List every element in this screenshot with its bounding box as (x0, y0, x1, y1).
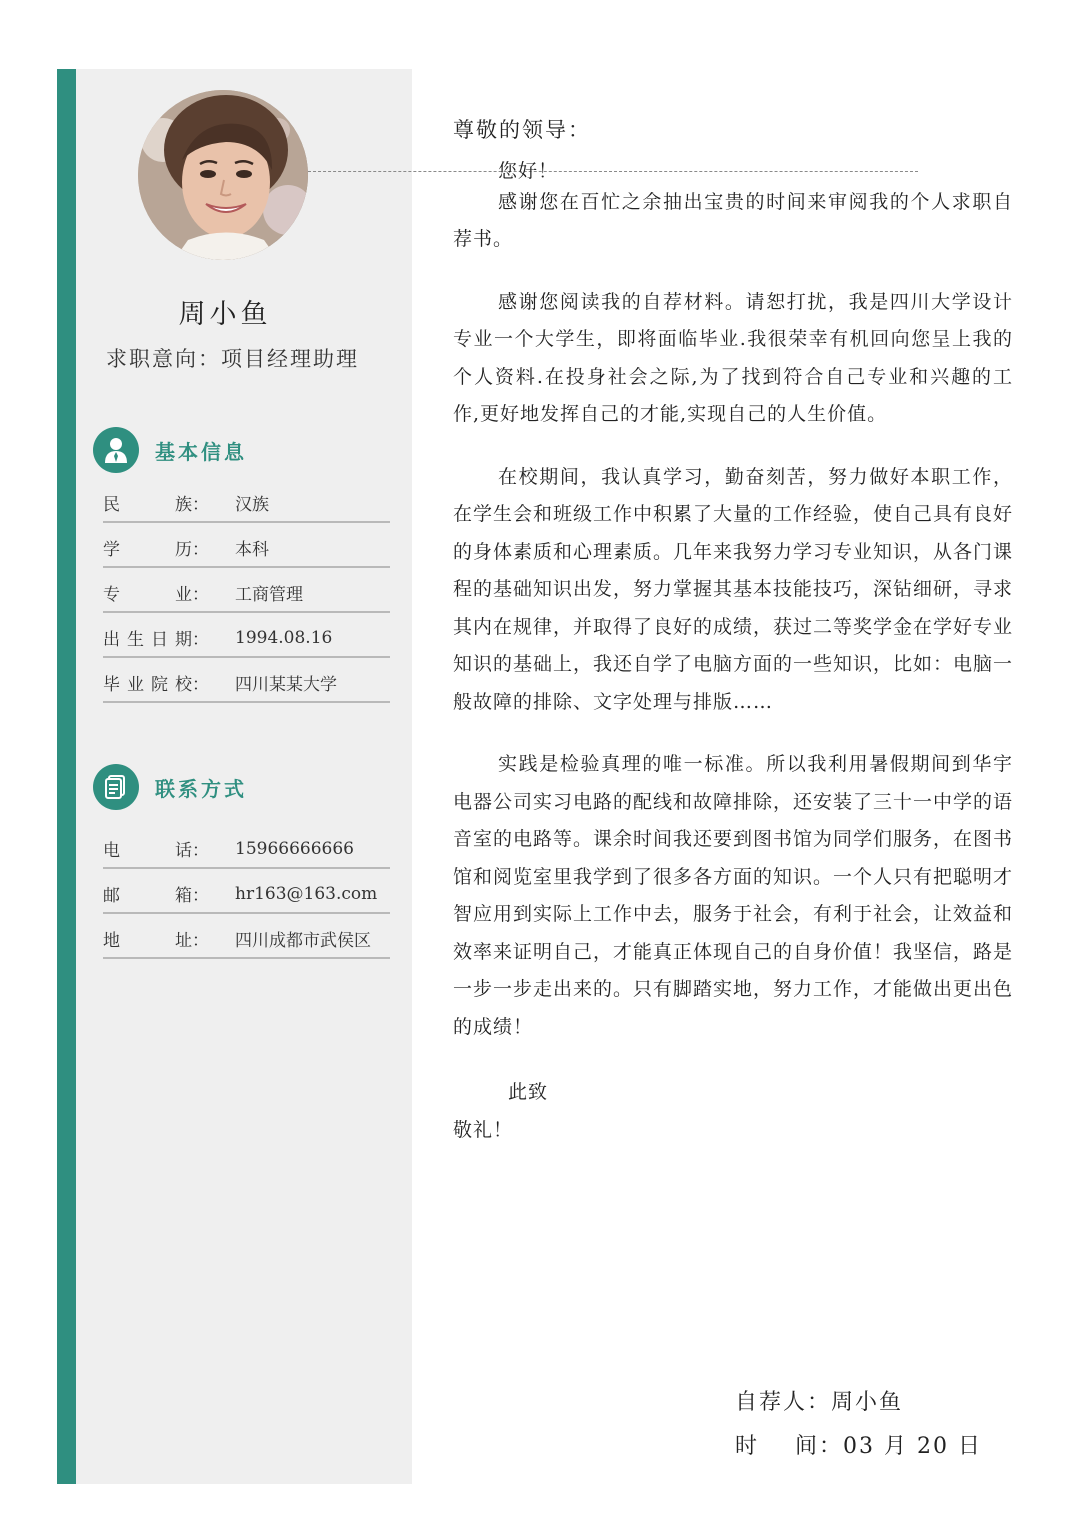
candidate-name: 周小鱼 (178, 299, 272, 330)
info-value: 15966666666 (235, 838, 354, 859)
basic-info-list (103, 480, 390, 703)
info-key: 学历 (103, 540, 192, 560)
info-key: 民族 (103, 495, 192, 515)
date-value: 03 月 20 日 (842, 1434, 982, 1459)
info-value: 汉族 (235, 495, 269, 515)
info-key: 毕业院校 (103, 675, 192, 695)
cover-letter (453, 112, 1013, 1149)
accent-bar (57, 69, 76, 1484)
letter-paragraph: 实践是检验真理的唯一标准。所以我利用暑假期间到华宇电器公司实习电路的配线和故障排除，还安装了三十一中学的语音室的电路等。课余时间我还要到图书馆为同学们服务，在图书馆和阅览室里我学到了很多各方面的知识。一个人只有把聪明才智应用到实际上工作中去，服务于社会，有利于社会，让效益和效率来证明自己，才能真正体现自己的自身价值！我坚信，路是一步一步走出来的。只有脚踏实地，努力工作，才能做出更出色的成绩！ (453, 753, 1014, 1038)
info-key: 专业 (103, 585, 192, 605)
letter-salute: 敬礼！ (453, 1118, 514, 1141)
document-icon (93, 764, 139, 810)
letter-paragraph: 感谢您阅读我的自荐材料。请恕打扰，我是四川大学设计专业一个大学生，即将面临毕业.我很荣幸有机回向您呈上我的个人资料.在投身社会之际,为了找到符合自己专业和兴趣的工作,更好地发挥自己的才能,实现自己的人生价值。 (453, 290, 1013, 425)
info-row-address: 地址： 四川成都市武侯区 (103, 916, 390, 959)
info-row-ethnicity: 民族： 汉族 (103, 480, 390, 523)
letter-paragraph: 感谢您在百忙之余抽出宝贵的时间来审阅我的个人求职自荐书。 (453, 190, 1013, 250)
info-key: 电话 (103, 841, 192, 861)
info-key: 地址 (103, 931, 192, 951)
info-value: 工商管理 (235, 585, 303, 605)
info-value: 四川成都市武侯区 (235, 931, 371, 951)
info-value: hr163@163.com (235, 883, 378, 904)
info-value: 四川某某大学 (235, 675, 337, 695)
date-label: 时 间： (735, 1434, 843, 1459)
person-icon (93, 427, 139, 473)
letter-closing: 此致 (508, 1081, 549, 1103)
job-intent: 求职意向：项目经理助理 (106, 347, 359, 371)
info-row-education: 学历： 本科 (103, 525, 390, 568)
letter-hello: 您好！ (498, 159, 559, 182)
letter-paragraph: 在校期间，我认真学习，勤奋刻苦，努力做好本职工作，在学生会和班级工作中积累了大量的工作经验，使自己具有良好的身体素质和心理素质。几年来我努力学习专业知识，从各门课程的基础知识出发，努力掌握其基本技能技巧，深钻细研，寻求其内在规律，并取得了良好的成绩，获过二等奖学金在学好专业知识的基础上，我还自学了电脑方面的一些知识，比如：电脑一般故障的排除、文字处理与排版…… (453, 465, 1014, 713)
contact-title: 联系方式 (155, 776, 247, 801)
info-value: 本科 (235, 540, 269, 560)
signature-block (735, 1381, 982, 1469)
basic-info-title: 基本信息 (155, 439, 247, 464)
basic-info-heading (93, 427, 247, 473)
info-row-email: 邮箱： hr163@163.com (103, 871, 390, 914)
info-value: 1994.08.16 (235, 627, 333, 648)
letter-greeting: 尊敬的领导： (453, 118, 591, 142)
info-row-school: 毕业院校： 四川某某大学 (103, 660, 390, 703)
info-row-phone: 电话： 15966666666 (103, 826, 390, 869)
signature-date (735, 1425, 982, 1469)
contact-heading (93, 764, 247, 810)
contact-list (103, 826, 390, 959)
signature-name: 自荐人：周小鱼 (735, 1390, 904, 1415)
info-row-major: 专业： 工商管理 (103, 570, 390, 613)
info-key: 出生日期 (103, 630, 192, 650)
info-row-birthdate: 出生日期： 1994.08.16 (103, 615, 390, 658)
info-key: 邮箱 (103, 886, 192, 906)
profile-photo (138, 90, 308, 260)
